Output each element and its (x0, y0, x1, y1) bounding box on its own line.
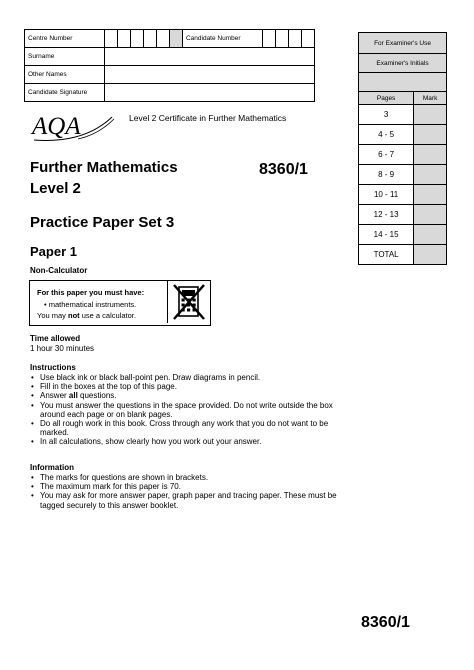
surname-field[interactable] (105, 48, 315, 66)
centre-number-box[interactable] (157, 30, 170, 48)
instruction-item: • Use black ink or black ball-point pen. Draw diagrams in pencil. (30, 373, 352, 382)
centre-number-box[interactable] (118, 30, 131, 48)
instructions-list (30, 373, 352, 447)
footer-paper-code: 8360/1 (361, 614, 410, 631)
information-item: • You may ask for more answer paper, graph paper and tracing paper. These must be tagged securely to this answer booklet. (30, 491, 352, 509)
instruction-item: • In all calculations, show clearly how you work out your answer. (30, 437, 352, 446)
time-allowed-heading: Time allowed (30, 334, 81, 343)
mark-header: Mark (414, 92, 447, 105)
materials-heading: For this paper you must have: (37, 288, 145, 297)
centre-number-box[interactable] (131, 30, 144, 48)
information-item: • The marks for questions are shown in brackets. (30, 473, 352, 482)
pages-cell: 12 - 13 (359, 205, 414, 225)
mark-cell[interactable] (414, 125, 447, 145)
calculator-notice-prefix: You may (37, 311, 68, 320)
mark-cell[interactable] (414, 165, 447, 185)
separator-cell (169, 30, 182, 48)
pages-cell: 3 (359, 105, 414, 125)
mark-cell[interactable] (414, 225, 447, 245)
mark-cell[interactable] (414, 105, 447, 125)
examiner-use-table (358, 32, 447, 265)
instructions-heading: Instructions (30, 363, 76, 372)
candidate-number-box[interactable] (276, 30, 289, 48)
examiner-initials-field[interactable] (359, 73, 447, 92)
materials-item-text: mathematical instruments. (48, 300, 137, 309)
instruction-answer-bold: all (68, 391, 78, 401)
instruction-answer-suffix: questions. (77, 391, 117, 401)
total-label: TOTAL (359, 245, 414, 265)
centre-number-box[interactable] (144, 30, 157, 48)
other-names-label: Other Names (25, 66, 105, 84)
paper-type: Non-Calculator (30, 266, 88, 275)
examiner-initials-label: Examiner's Initials (359, 54, 447, 73)
pages-header: Pages (359, 92, 414, 105)
pages-cell: 8 - 9 (359, 165, 414, 185)
no-calculator-box (167, 281, 209, 323)
information-heading: Information (30, 463, 74, 472)
other-names-field[interactable] (105, 66, 315, 84)
mark-cell[interactable] (414, 185, 447, 205)
candidate-number-box[interactable] (263, 30, 276, 48)
pages-cell: 4 - 5 (359, 125, 414, 145)
total-mark-cell[interactable] (414, 245, 447, 265)
centre-number-label: Centre Number (25, 30, 105, 48)
pages-cell: 6 - 7 (359, 145, 414, 165)
signature-field[interactable] (105, 84, 315, 102)
information-list (30, 473, 352, 510)
practice-paper-title: Practice Paper Set 3 (30, 214, 175, 231)
examiner-use-heading: For Examiner's Use (359, 33, 447, 54)
aqa-logo (30, 109, 120, 145)
calculator-notice-suffix: use a calculator. (79, 311, 136, 320)
signature-label: Candidate Signature (25, 84, 105, 102)
no-calculator-icon (168, 281, 209, 323)
time-allowed-value: 1 hour 30 minutes (30, 344, 95, 353)
mark-cell[interactable] (414, 145, 447, 165)
pages-cell: 14 - 15 (359, 225, 414, 245)
subject-level: Level 2 (30, 180, 81, 197)
subject-title: Further Mathematics (30, 159, 178, 176)
instruction-item: • Fill in the boxes at the top of this page. (30, 382, 352, 391)
qualification-subtitle: Level 2 Certificate in Further Mathematics (129, 113, 287, 123)
instruction-item: • Do all rough work in this book. Cross through any work that you do not want to be marked. (30, 419, 352, 437)
aqa-logo-text: AQA (32, 113, 81, 140)
mark-cell[interactable] (414, 205, 447, 225)
candidate-number-label: Candidate Number (182, 30, 262, 48)
pages-cell: 10 - 11 (359, 185, 414, 205)
instruction-item (30, 391, 352, 400)
instruction-answer-prefix: Answer (40, 391, 69, 401)
calculator-notice (37, 311, 136, 320)
candidate-details-table (24, 29, 315, 102)
calculator-notice-emphasis: not (68, 311, 80, 320)
candidate-number-box[interactable] (289, 30, 302, 48)
candidate-number-box[interactable] (301, 30, 314, 48)
surname-label: Surname (25, 48, 105, 66)
information-item: • The maximum mark for this paper is 70. (30, 482, 352, 491)
paper-code: 8360/1 (259, 161, 308, 178)
centre-number-box[interactable] (105, 30, 118, 48)
paper-name: Paper 1 (30, 244, 77, 259)
materials-item: • mathematical instruments. (44, 300, 137, 309)
instruction-item: • You must answer the questions in the space provided. Do not write outside the box around each page or on blank pages. (30, 401, 352, 419)
